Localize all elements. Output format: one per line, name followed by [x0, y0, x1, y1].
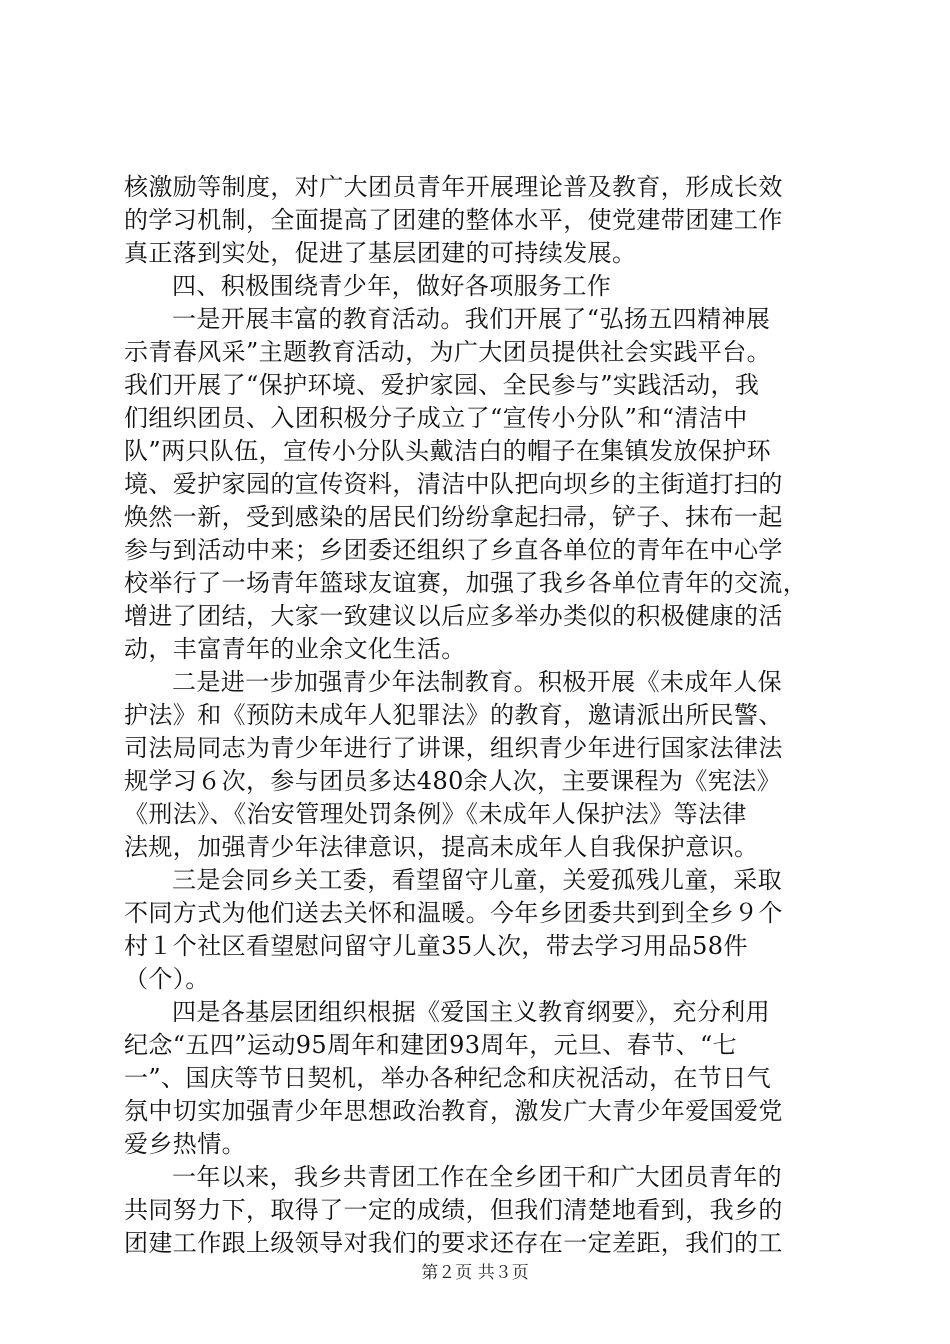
text-line: 队”两只队伍，宣传小分队头戴洁白的帽子在集镇发放保护环: [124, 437, 772, 465]
text-line: 三是会同乡关工委，看望留守儿童，关爱孤残儿童，采取: [172, 866, 782, 894]
text-line: 四是各基层团组织根据《爱国主义教育纲要》，充分利用: [172, 998, 770, 1026]
text-line: 规学习６次，参与团员多达480余人次，主要课程为《宪法》: [124, 767, 782, 795]
text-line: 增进了团结，大家一致建议以后应多举办类似的积极健康的活: [124, 602, 783, 630]
text-line: 四、积极围绕青少年，做好各项服务工作: [172, 272, 612, 300]
text-line: 一是开展丰富的教育活动。我们开展了“弘扬五四精神展: [172, 305, 771, 333]
text-line: 真正落到实处，促进了基层团建的可持续发展。: [124, 239, 637, 267]
text-line: 们组织团员、入团积极分子成立了“宣传小分队”和“清洁中: [124, 404, 748, 432]
text-line: 团建工作跟上级领导对我们的要求还存在一定差距，我们的工: [124, 1229, 783, 1257]
text-line: 司法局同志为青少年进行了讲课，组织青少年进行国家法律法: [124, 734, 783, 762]
text-line: 动，丰富青年的业余文化生活。: [124, 635, 466, 663]
text-line: 共同努力下，取得了一定的成绩，但我们清楚地看到，我乡的: [124, 1196, 783, 1224]
text-line: 参与到活动中来；乡团委还组织了乡直各单位的青年在中心学: [124, 536, 783, 564]
text-line: 不同方式为他们送去关怀和温暖。今年乡团委共到到全乡９个: [124, 899, 783, 927]
text-line: 校举行了一场青年篮球友谊赛，加强了我乡各单位青年的交流，: [124, 569, 808, 597]
page-footer: 第２页 共３页: [421, 1263, 529, 1283]
text-line: 村１个社区看望慰问留守儿童35人次，带去学习用品58件: [124, 932, 748, 960]
text-line: 一”、国庆等节日契机，举办各种纪念和庆祝活动，在节日气: [124, 1064, 772, 1092]
text-line: 境、爱护家园的宣传资料，清洁中队把向坝乡的主街道打扫的: [124, 470, 783, 498]
text-line: （个）。: [124, 965, 210, 993]
text-line: 二是进一步加强青少年法制教育。积极开展《未成年人保: [172, 668, 782, 696]
text-line: 一年以来，我乡共青团工作在全乡团干和广大团员青年的: [172, 1163, 782, 1191]
text-line: 法规，加强青少年法律意识，提高未成年人自我保护意识。: [124, 833, 759, 861]
text-line: 《刑法》、《治安管理处罚条例》《未成年人保护法》等法律: [124, 800, 747, 828]
text-line: 的学习机制，全面提高了团建的整体水平，使党建带团建工作: [124, 206, 783, 234]
text-line: 纪念“五四”运动95周年和建团93周年，元旦、春节、“七: [124, 1031, 738, 1059]
text-line: 护法》和《预防未成年人犯罪法》的教育，邀请派出所民警、: [124, 701, 783, 729]
text-line: 示青春风采”主题教育活动，为广大团员提供社会实践平台。: [124, 338, 772, 366]
text-line: 爱乡热情。: [124, 1130, 246, 1158]
text-line: 焕然一新，受到感染的居民们纷纷拿起扫帚，铲子、抹布一起: [124, 503, 783, 531]
text-line: 我们开展了“保护环境、爱护家园、全民参与”实践活动，我: [124, 371, 760, 399]
text-line: 氛中切实加强青少年思想政治教育，激发广大青少年爱国爱党: [124, 1097, 783, 1125]
text-line: 核激励等制度，对广大团员青年开展理论普及教育，形成长效: [124, 173, 783, 201]
document-body: [124, 171, 832, 1260]
